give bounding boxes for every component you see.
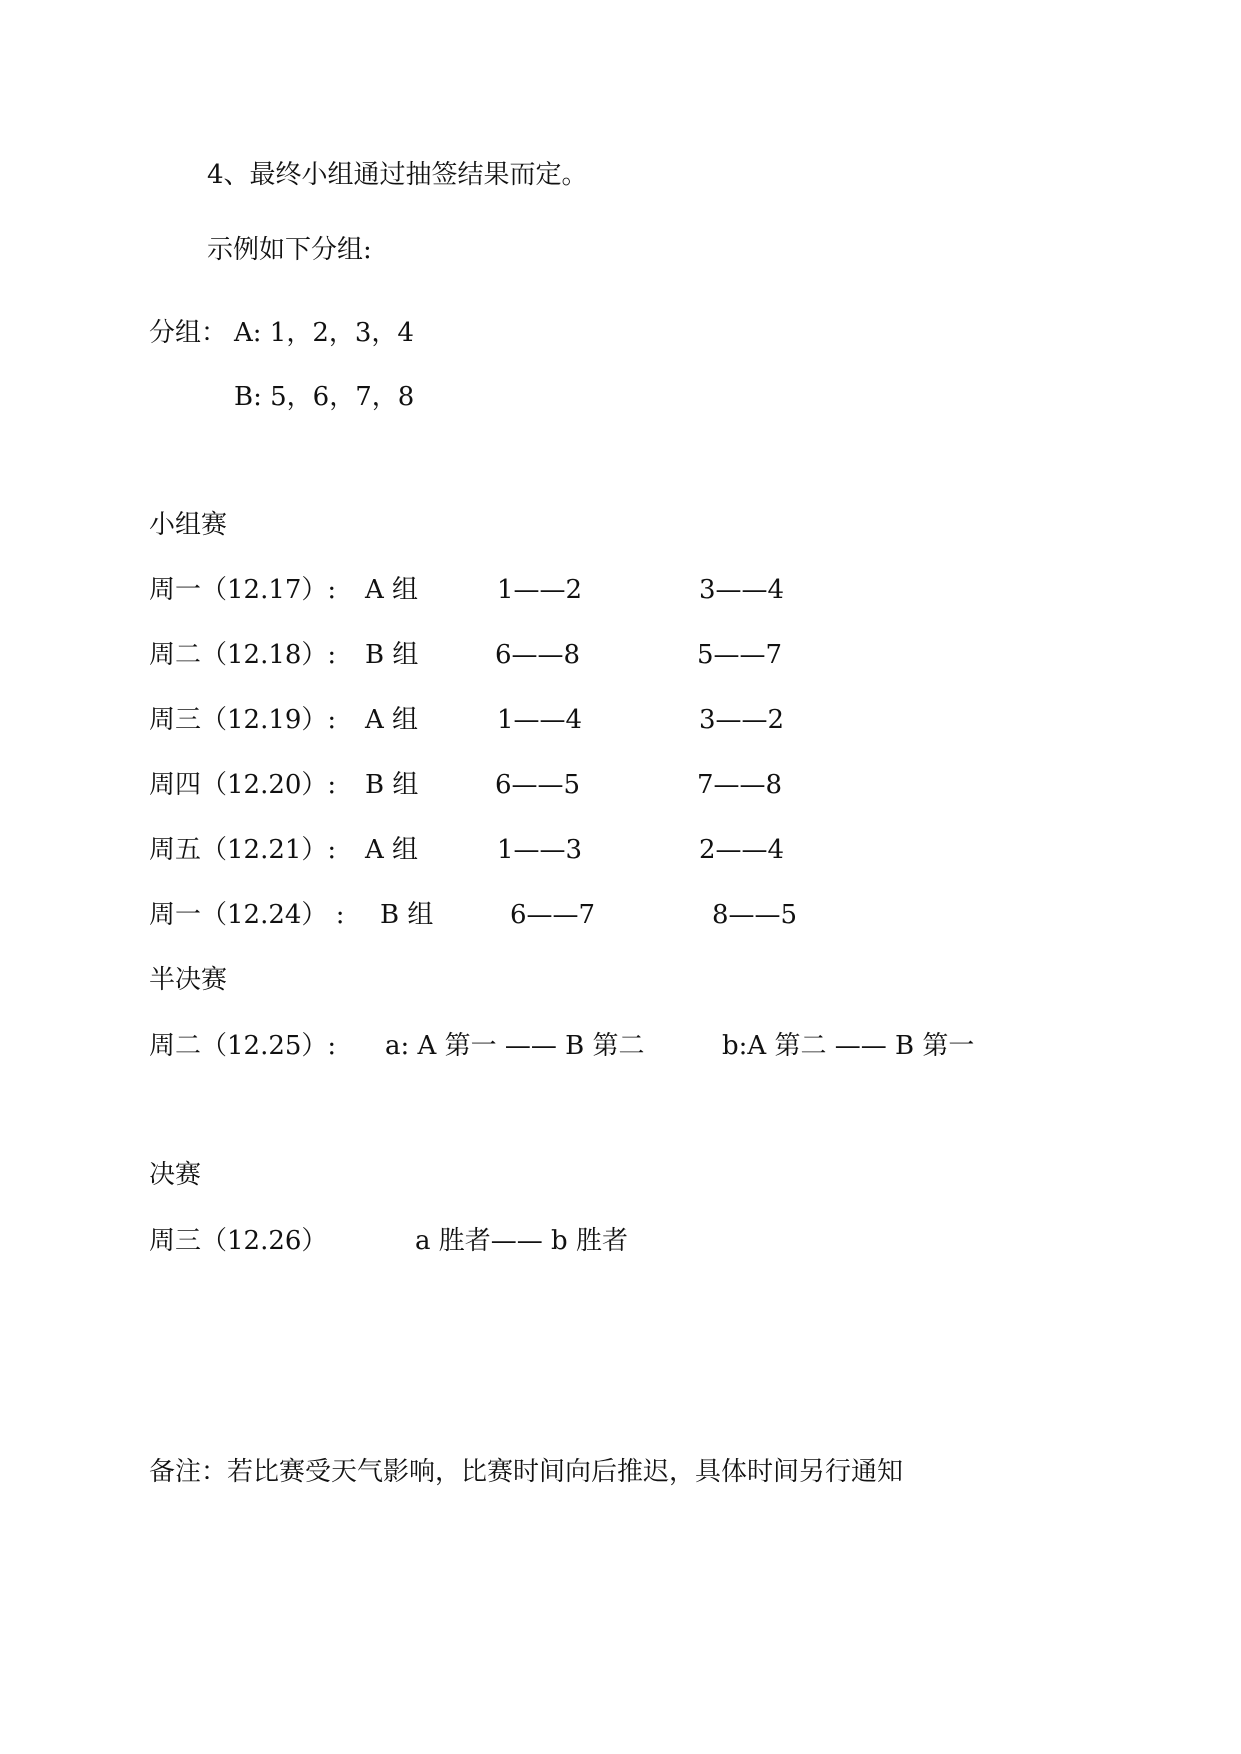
schedule-match-1: 1——4	[497, 705, 583, 735]
schedule-match-2: 5——7	[697, 640, 783, 670]
semifinal-heading: 半决赛	[149, 965, 228, 995]
schedule-day: 周三（12.19）:	[149, 705, 337, 735]
schedule-day: 周五（12.21）:	[149, 835, 337, 865]
semifinal-match-a: a: A 第一 —— B 第二	[385, 1031, 645, 1061]
schedule-match-2: 2——4	[699, 835, 785, 865]
schedule-match-2: 3——4	[699, 575, 785, 605]
schedule-match-1: 6——5	[495, 770, 581, 800]
example-intro: 示例如下分组:	[207, 235, 372, 265]
schedule-group: A 组	[365, 705, 419, 735]
schedule-match-1: 6——8	[495, 640, 581, 670]
schedule-group: A 组	[365, 575, 419, 605]
schedule-day: 周一（12.17）:	[149, 575, 337, 605]
note-text: 备注：若比赛受天气影响，比赛时间向后推迟，具体时间另行通知	[149, 1457, 904, 1487]
final-heading: 决赛	[149, 1160, 202, 1190]
schedule-group: B 组	[365, 640, 419, 670]
schedule-group: A 组	[365, 835, 419, 865]
schedule-match-2: 8——5	[712, 900, 798, 930]
final-day: 周三（12.26）	[149, 1226, 328, 1256]
group-stage-heading: 小组赛	[149, 510, 228, 540]
group-a-members: A: 1，2，3，4	[234, 318, 414, 348]
schedule-match-2: 3——2	[699, 705, 785, 735]
schedule-match-2: 7——8	[697, 770, 783, 800]
schedule-match-1: 1——2	[497, 575, 583, 605]
schedule-day: 周二（12.18）:	[149, 640, 337, 670]
schedule-group: B 组	[380, 900, 434, 930]
grouping-label: 分组：	[149, 318, 228, 348]
group-b-members: B: 5，6，7，8	[234, 382, 415, 412]
semifinal-day: 周二（12.25）:	[149, 1031, 337, 1061]
schedule-day: 周一（12.24） :	[149, 900, 345, 930]
schedule-match-1: 6——7	[510, 900, 596, 930]
schedule-day: 周四（12.20）:	[149, 770, 337, 800]
final-match: a 胜者—— b 胜者	[415, 1226, 628, 1256]
schedule-group: B 组	[365, 770, 419, 800]
schedule-match-1: 1——3	[497, 835, 583, 865]
semifinal-match-b: b:A 第二 —— B 第一	[722, 1031, 975, 1061]
rule-4-text: 4、最终小组通过抽签结果而定。	[207, 160, 588, 190]
